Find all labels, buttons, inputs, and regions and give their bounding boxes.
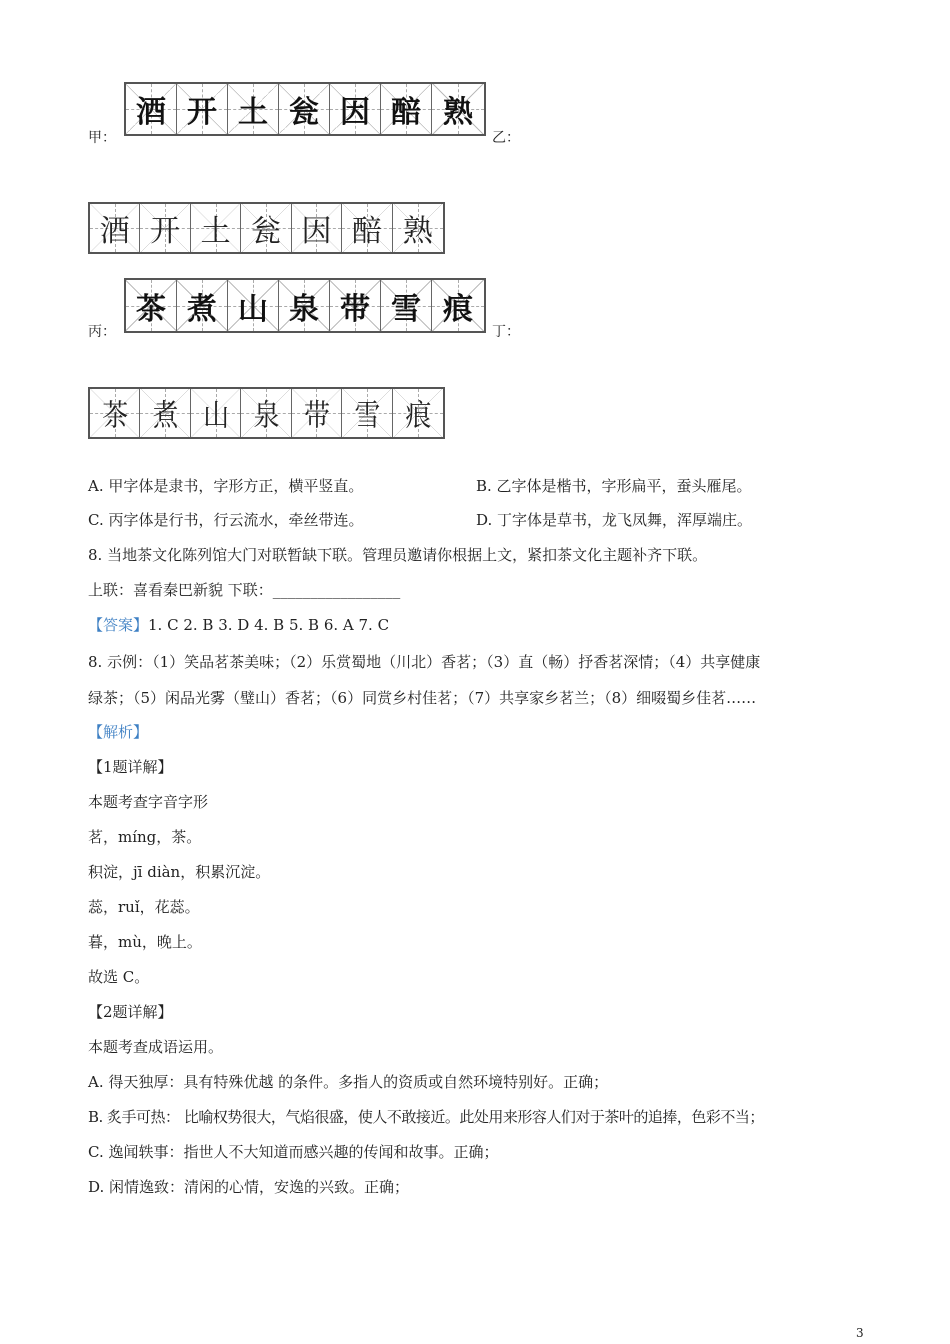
grid-cell [126, 280, 177, 331]
q2-line: 本题考查成语运用。 [88, 1038, 224, 1056]
grid-char: 山 [203, 398, 229, 434]
q2-line: D. 闲情逸致：清闲的心情，安逸的兴致。正确； [88, 1178, 410, 1196]
grid-char: 泉 [253, 398, 279, 434]
q2-line: B. 炙手可热： 比喻权势很大，气焰很盛，使人不敢接近。此处用来形容人们对于茶叶的追捧，色彩不当； [88, 1108, 764, 1126]
grid-char: 因 [340, 95, 370, 130]
grid-char: 酒 [99, 214, 130, 249]
grid-char: 泉 [289, 291, 319, 327]
grid-cell [191, 204, 241, 252]
grid-cell [393, 204, 443, 252]
grid-char: 因 [301, 214, 332, 249]
calligraphy-grid-ding [88, 387, 445, 439]
grid-cell [292, 204, 342, 252]
q2-line: A. 得天独厚：具有特殊优越 的条件。多指人的资质或自然环境特别好。正确； [88, 1073, 609, 1091]
grid-char: 土 [200, 214, 231, 249]
grid-char: 煮 [152, 398, 178, 434]
grid-label-bing: 丙： [88, 324, 116, 340]
answer-tag: 【答案】 [88, 616, 149, 634]
grid-char: 茶 [136, 291, 166, 327]
grid-char: 开 [150, 214, 181, 249]
question-8: 8. 当地茶文化陈列馆大门对联暂缺下联。管理员邀请你根据上文，紧扣茶文化主题补齐下联。 [88, 546, 708, 564]
grid-cell [292, 389, 342, 437]
grid-cell [191, 389, 241, 437]
q1-detail-heading: 【1题详解】 [88, 758, 173, 776]
page-number: 3 [856, 1326, 864, 1340]
grid-cell [279, 280, 330, 331]
q1-line: 蕊，ruǐ，花蕊。 [88, 898, 200, 916]
grid-cell [432, 84, 484, 134]
grid-cell [140, 204, 190, 252]
grid-cell [342, 389, 392, 437]
q1-line: 本题考查字音字形 [88, 793, 209, 811]
grid-cell [90, 204, 140, 252]
grid-char: 酒 [136, 95, 166, 130]
answer-choices: 1. C 2. B 3. D 4. B 5. B 6. A 7. C [148, 616, 390, 634]
option-c: C. 丙字体是行书，行云流水，牵丝带连。 [88, 511, 364, 529]
grid-char: 带 [340, 291, 370, 327]
answer-8-line-1: 8. 示例：（1）笑品茗茶美味；（2）乐赏蜀地（川北）香茗；（3）直（畅）抒香茗深情；（4）共享健康 [88, 653, 761, 671]
grid-char: 山 [238, 291, 268, 327]
grid-label-jia: 甲： [88, 130, 116, 146]
grid-cell [241, 389, 291, 437]
option-d: D. 丁字体是草书，龙飞凤舞，浑厚端庄。 [476, 511, 753, 529]
grid-cell [228, 84, 279, 134]
answer-line [88, 615, 389, 635]
q1-line: 暮，mù，晚上。 [88, 933, 202, 951]
q1-line: 茗，míng，茶。 [88, 828, 202, 846]
q1-line: 积淀，jī diàn，积累沉淀。 [88, 863, 271, 881]
grid-char: 醅 [391, 95, 421, 130]
analysis-tag: 【解析】 [88, 723, 149, 741]
grid-char: 带 [303, 398, 329, 434]
option-a: A. 甲字体是隶书，字形方正，横平竖直。 [88, 477, 364, 495]
grid-char: 痕 [443, 291, 473, 327]
grid-char: 瓮 [289, 95, 319, 130]
calligraphy-grid-yi [88, 202, 445, 254]
grid-char: 土 [238, 95, 268, 130]
grid-cell [228, 280, 279, 331]
calligraphy-grid-jia [124, 82, 486, 136]
q2-line: C. 逸闻轶事：指世人不大知道而感兴趣的传闻和故事。正确； [88, 1143, 499, 1161]
grid-char: 熟 [402, 214, 433, 249]
grid-char: 痕 [405, 398, 431, 434]
grid-char: 雪 [391, 291, 421, 327]
grid-char: 煮 [187, 291, 217, 327]
grid-cell [279, 84, 330, 134]
grid-char: 茶 [102, 398, 128, 434]
answer-8-line-2: 绿茶；（5）闲品光雾（璧山）香茗；（6）同赏乡村佳茗；（7）共享家乡茗兰；（8）细啜蜀乡佳茗…… [88, 689, 757, 707]
grid-cell [432, 280, 484, 331]
grid-char: 瓮 [251, 214, 282, 249]
q1-line: 故选 C。 [88, 968, 150, 986]
grid-char: 开 [187, 95, 217, 130]
grid-cell [393, 389, 443, 437]
grid-cell [330, 280, 381, 331]
couplet-line: 上联：喜看秦巴新貌 下联：_________________ [88, 581, 401, 599]
option-b: B. 乙字体是楷书，字形扁平，蚕头雁尾。 [476, 477, 752, 495]
grid-cell [330, 84, 381, 134]
grid-cell [241, 204, 291, 252]
grid-cell [177, 84, 228, 134]
grid-cell [90, 389, 140, 437]
grid-cell [342, 204, 392, 252]
grid-cell [381, 84, 432, 134]
grid-char: 醅 [351, 214, 382, 249]
calligraphy-grid-bing [124, 278, 486, 333]
grid-label-yi: 乙： [492, 130, 520, 146]
grid-cell [126, 84, 177, 134]
grid-cell [177, 280, 228, 331]
grid-label-ding: 丁： [492, 324, 520, 340]
q2-detail-heading: 【2题详解】 [88, 1003, 173, 1021]
grid-char: 雪 [354, 398, 380, 434]
grid-cell [381, 280, 432, 331]
grid-cell [140, 389, 190, 437]
grid-char: 熟 [443, 95, 473, 130]
